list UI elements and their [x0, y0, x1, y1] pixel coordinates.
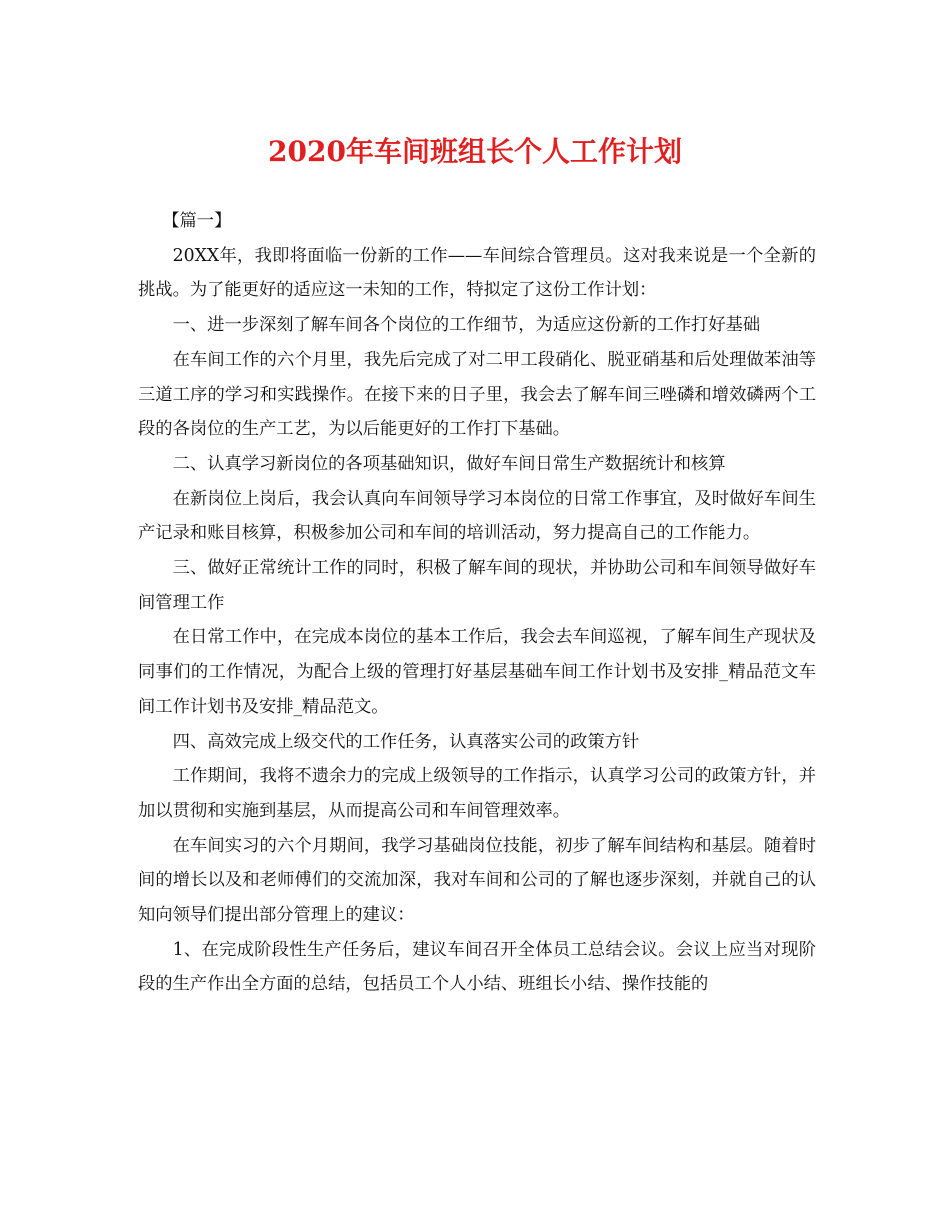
- document-body: [138, 204, 816, 1002]
- paragraph-item-1: 在车间工作的六个月里，我先后完成了对二甲工段硝化、脱亚硝基和后处理做苯油等三道工序的学习和实践操作。在接下来的日子里，我会去了解车间三唑磷和增效磷两个工段的各岗位的生产工艺，为以后能更好的工作打下基础。: [138, 349, 816, 440]
- heading-item-3: 三、做好正常统计工作的同时，积极了解车间的现状，并协助公司和车间领导做好车间管理工作: [138, 558, 816, 613]
- paragraph-suggestion-1: 1、在完成阶段性生产任务后，建议车间召开全体员工总结会议。会议上应当对现阶段的生产作出全方面的总结，包括员工个人小结、班组长小结、操作技能的: [138, 939, 816, 995]
- paragraph-item-2: 在新岗位上岗后，我会认真向车间领导学习本岗位的日常工作事宜，及时做好车间生产记录和账目核算，积极参加公司和车间的培训活动，努力提高自己的工作能力。: [138, 488, 816, 544]
- heading-item-2: 二、认真学习新岗位的各项基础知识，做好车间日常生产数据统计和核算: [172, 453, 726, 474]
- heading-item-1: 一、进一步深刻了解车间各个岗位的工作细节，为适应这份新的工作打好基础: [172, 315, 761, 336]
- paragraph-intro: 20XX年，我即将面临一份新的工作——车间综合管理员。这对我来说是一个全新的挑战。为了能更好的适应这一未知的工作，特拟定了这份工作计划：: [138, 245, 816, 301]
- document-title: 2020年车间班组长个人工作计划: [268, 135, 682, 168]
- paragraph-item-4: 工作期间，我将不遗余力的完成上级领导的工作指示，认真学习公司的政策方针，并加以贯彻和实施到基层，从而提高公司和车间管理效率。: [138, 766, 816, 821]
- heading-item-4: 四、高效完成上级交代的工作任务，认真落实公司的政策方针: [172, 731, 640, 752]
- paragraph-summary: 在车间实习的六个月期间，我学习基础岗位技能，初步了解车间结构和基层。随着时间的增长以及和老师傅们的交流加深，我对车间和公司的了解也逐步深刻，并就自己的认知向领导们提出部分管理上的建议：: [138, 835, 816, 926]
- section-label: 【篇一】: [162, 211, 232, 231]
- paragraph-item-3: 在日常工作中，在完成本岗位的基本工作后，我会去车间巡视，了解车间生产现状及同事们的工作情况，为配合上级的管理打好基层基础车间工作计划书及安排_精品范文车间工作计划书及安排_精品范文。: [138, 627, 816, 717]
